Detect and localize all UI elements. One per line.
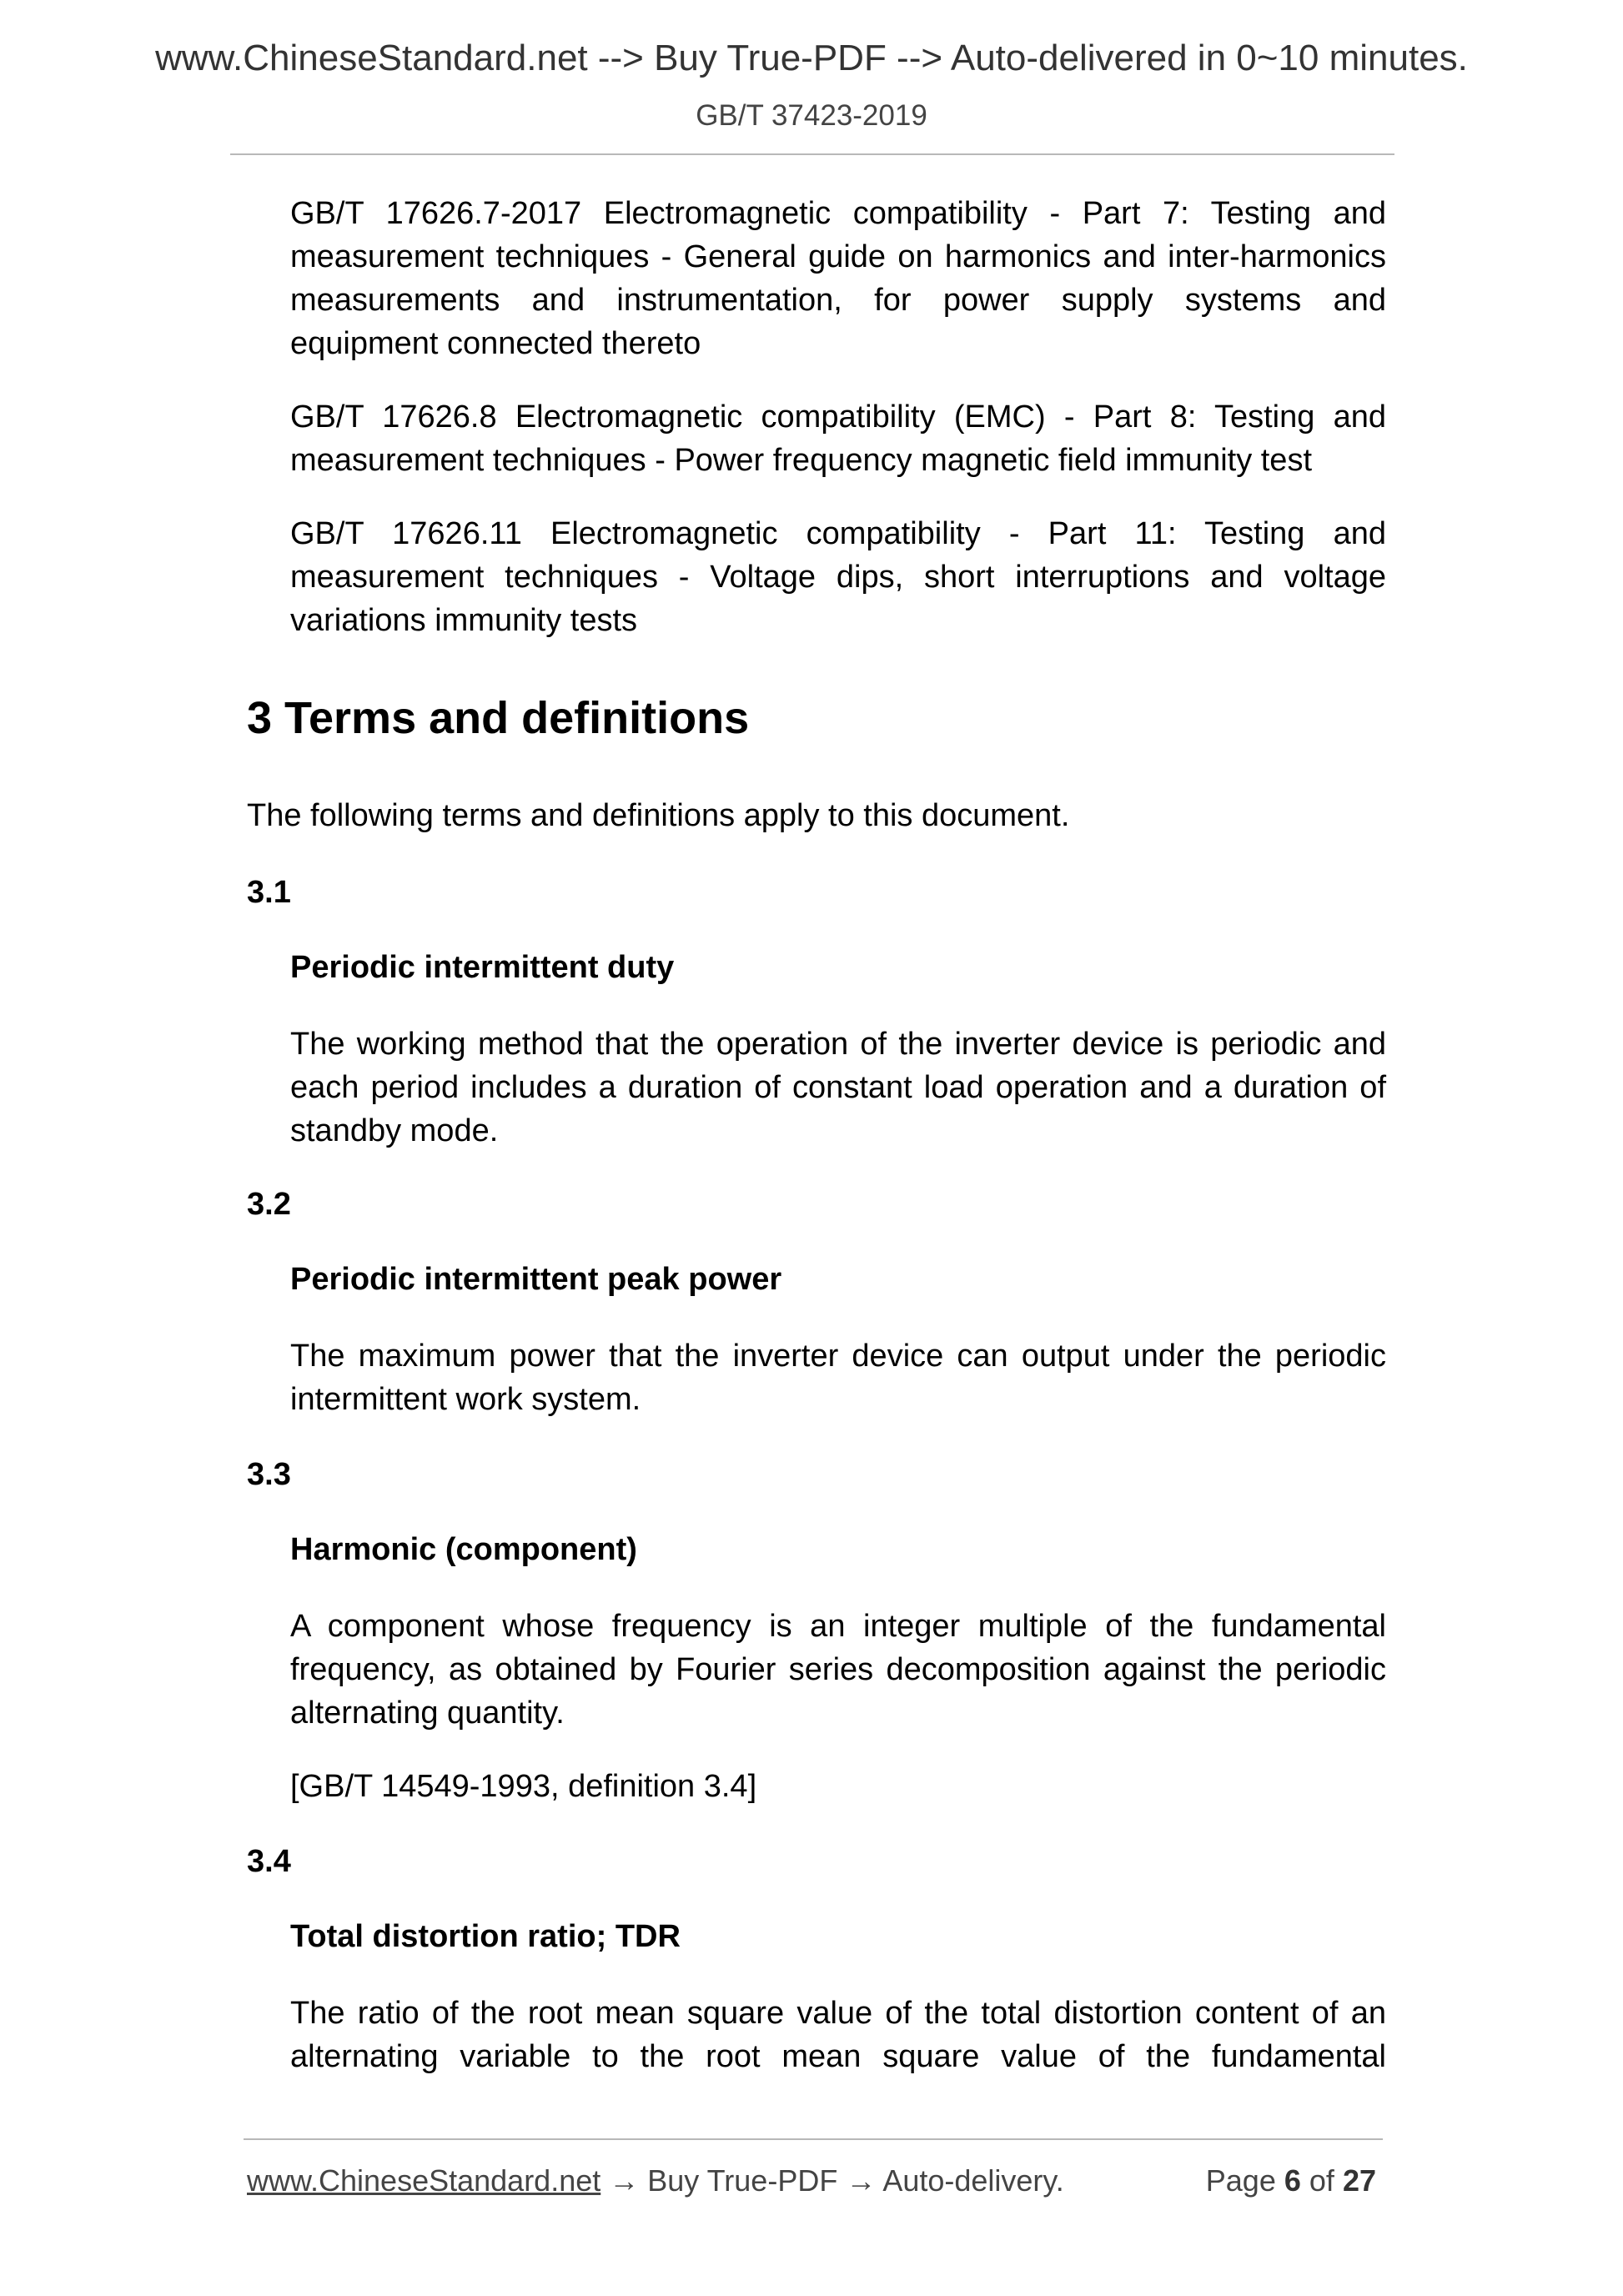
term-number: 3.3 xyxy=(247,1457,291,1492)
standard-id: GB/T 37423-2019 xyxy=(696,99,927,132)
reference-line: GB/T 17626.8 Electromagnetic compatibility (EMC) - Part 8: Testing and xyxy=(290,399,1386,435)
definition-line: The ratio of the root mean square value of the total distortion content of an xyxy=(290,1996,1386,2031)
definition-line: alternating quantity. xyxy=(290,1696,565,1731)
reference-line: measurement techniques - Voltage dips, short interruptions and voltage xyxy=(290,560,1386,595)
page-indicator xyxy=(1206,2160,1376,2202)
footer-left xyxy=(247,2160,1064,2202)
term-number: 3.4 xyxy=(247,1844,291,1879)
reference-item xyxy=(290,395,1386,482)
term-definition xyxy=(290,1022,1386,1153)
reference-line: GB/T 17626.7-2017 Electromagnetic compatibility - Part 7: Testing and xyxy=(290,196,1386,231)
definition-line: The maximum power that the inverter device can output under the periodic xyxy=(290,1339,1386,1374)
definition-line: each period includes a duration of constant load operation and a duration of xyxy=(290,1070,1386,1105)
definition-line: standby mode. xyxy=(290,1113,499,1148)
term-number: 3.1 xyxy=(247,875,291,910)
reference-line: equipment connected thereto xyxy=(290,326,701,361)
definition-line: The working method that the operation of the inverter device is periodic and xyxy=(290,1027,1386,1062)
section-intro: The following terms and definitions apply to this document. xyxy=(247,798,1070,833)
reference-line: measurement techniques - Power frequency magnetic field immunity test xyxy=(290,443,1312,478)
definition-line: intermittent work system. xyxy=(290,1382,641,1417)
reference-item xyxy=(290,512,1386,642)
reference-item xyxy=(290,192,1386,365)
term-definition xyxy=(290,1992,1386,2078)
page-of: of xyxy=(1309,2163,1334,2198)
footer-site-link[interactable]: www.ChineseStandard.net xyxy=(247,2163,601,2198)
term-definition xyxy=(290,1334,1386,1421)
footer-tagline: → Buy True-PDF → Auto-delivery. xyxy=(600,2163,1064,2198)
definition-line: alternating variable to the root mean square value of the fundamental xyxy=(290,2039,1386,2074)
term-name: Periodic intermittent peak power xyxy=(290,1262,782,1297)
term-name: Total distortion ratio; TDR xyxy=(290,1919,681,1954)
definition-line: frequency, as obtained by Fourier series decomposition against the periodic xyxy=(290,1652,1386,1687)
term-number: 3.2 xyxy=(247,1187,291,1222)
reference-line: GB/T 17626.11 Electromagnetic compatibility - Part 11: Testing and xyxy=(290,516,1386,551)
section-heading: 3 Terms and definitions xyxy=(247,693,750,743)
page-current: 6 xyxy=(1284,2163,1301,2198)
reference-line: variations immunity tests xyxy=(290,603,638,638)
header-divider xyxy=(230,153,1394,155)
definition-line: A component whose frequency is an integer multiple of the fundamental xyxy=(290,1609,1386,1644)
term-name: Periodic intermittent duty xyxy=(290,950,675,985)
reference-line: measurements and instrumentation, for power supply systems and xyxy=(290,283,1386,318)
footer-divider xyxy=(244,2138,1383,2140)
term-definition xyxy=(290,1605,1386,1735)
term-name: Harmonic (component) xyxy=(290,1532,637,1567)
page-total: 27 xyxy=(1342,2163,1376,2198)
header-banner: www.ChineseStandard.net --> Buy True-PDF --> Auto-delivered in 0~10 minutes. xyxy=(155,38,1468,78)
reference-line: measurement techniques - General guide on harmonics and inter-harmonics xyxy=(290,239,1386,274)
page-label: Page xyxy=(1205,2163,1276,2198)
term-source: [GB/T 14549-1993, definition 3.4] xyxy=(290,1769,757,1804)
